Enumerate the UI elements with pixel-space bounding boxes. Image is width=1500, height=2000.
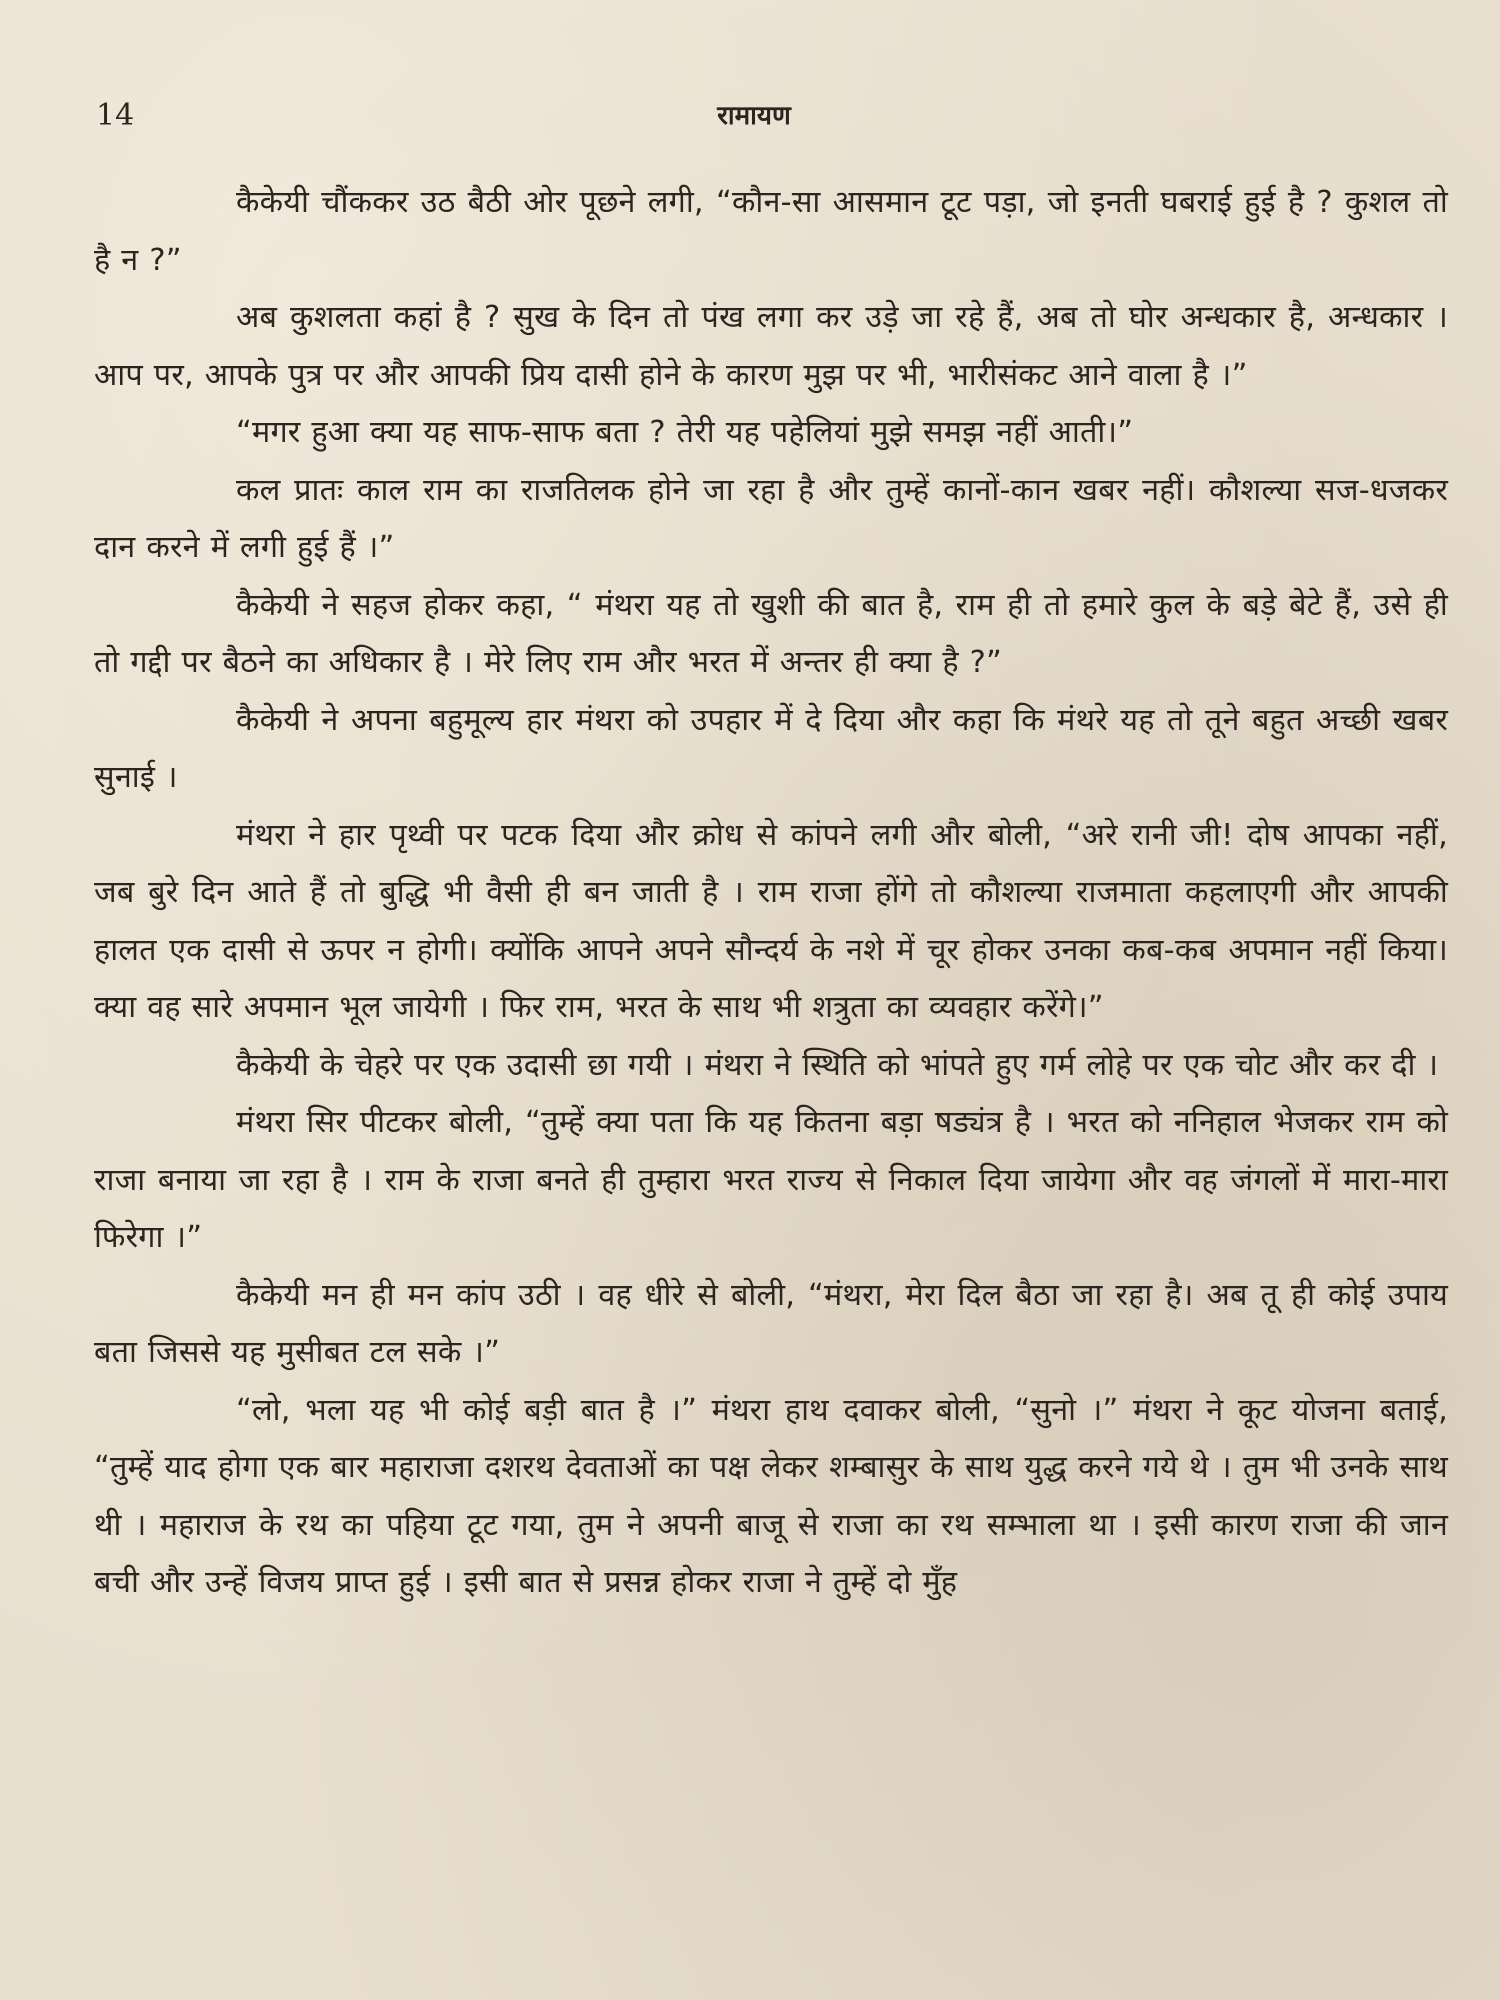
body-text [94,174,1448,1612]
paragraph: कैकेयी के चेहरे पर एक उदासी छा गयी । मंथरा ने स्थिति को भांपते हुए गर्म लोहे पर एक चोट और कर दी । [236,1047,1439,1083]
page-header [96,96,1452,136]
paragraph: कैकेयी ने सहज होकर कहा, “ मंथरा यह तो खुशी की बात है, राम ही तो हमारे कुल के बड़े बेटे हैं, उसे ही तो गद्दी पर बैठने का अधिकार है । मेरे लिए राम और भरत में अन्तर ही क्या है ?” [94,587,1448,680]
running-head-title: रामायण [717,101,791,131]
paragraph: कैकेयी ने अपना बहुमूल्य हार मंथरा को उपहार में दे दिया और कहा कि मंथरे यह तो तूने बहुत अच्छी खबर सुनाई । [94,702,1448,795]
paragraph: मंथरा सिर पीटकर बोली, “तुम्हें क्या पता कि यह कितना बड़ा षड्यंत्र है । भरत को ननिहाल भेजकर राम को राजा बनाया जा रहा है । राम के राजा बनते ही तुम्हारा भरत राज्य से निकाल दिया जायेगा और वह जंगलों में मारा-मारा फिरेगा ।” [94,1105,1448,1255]
paragraph: मंथरा ने हार पृथ्वी पर पटक दिया और क्रोध से कांपने लगी और बोली, “अरे रानी जी! दोष आपका नहीं, जब बुरे दिन आते हैं तो बुद्धि भी वैसी ही बन जाती है । राम राजा होंगे तो कौशल्या राजमाता कहलाएगी और आपकी हालत एक दासी से ऊपर न होगी। क्योंकि आपने अपने सौन्दर्य के नशे में चूर होकर उनका कब-कब अपमान नहीं किया। क्या वह सारे अपमान भूल जायेगी । फिर राम, भरत के साथ भी शत्रुता का व्यवहार करेंगे।” [94,817,1448,1025]
paragraph: “मगर हुआ क्या यह साफ-साफ बता ? तेरी यह पहेलियां मुझे समझ नहीं आती।” [236,415,1134,450]
paragraph: कल प्रातः काल राम का राजतिलक होने जा रहा है और तुम्हें कानों-कान खबर नहीं। कौशल्या सज-धजकर दान करने में लगी हुई हैं ।” [94,472,1448,565]
paragraph: कैकेयी मन ही मन कांप उठी । वह धीरे से बोली, “मंथरा, मेरा दिल बैठा जा रहा है। अब तू ही कोई उपाय बता जिससे यह मुसीबत टल सके ।” [94,1277,1448,1370]
paragraph: “लो, भला यह भी कोई बड़ी बात है ।” मंथरा हाथ दवाकर बोली, “सुनो ।” मंथरा ने कूट योजना बताई, “तुम्हें याद होगा एक बार महाराजा दशरथ देवताओं का पक्ष लेकर शम्बासुर के साथ युद्ध करने गये थे । तुम भी उनके साथ थी । महाराज के रथ का पहिया टूट गया, तुम ने अपनी बाजू से राजा का रथ सम्भाला था । इसी कारण राजा की जान बची और उन्हें विजय प्राप्त हुई । इसी बात से प्रसन्न होकर राजा ने तुम्हें दो मुँह [94,1392,1448,1600]
page-number: 14 [96,98,135,133]
paragraph: अब कुशलता कहां है ? सुख के दिन तो पंख लगा कर उड़े जा रहे हैं, अब तो घोर अन्धकार है, अन्धकार । आप पर, आपके पुत्र पर और आपकी प्रिय दासी होने के कारण मुझ पर भी, भारीसंकट आने वाला है ।” [94,300,1448,393]
paragraph: कैकेयी चौंककर उठ बैठी ओर पूछने लगी, “कौन-सा आसमान टूट पड़ा, जो इनती घबराई हुई है ? कुशल तो है न ?” [94,185,1448,278]
